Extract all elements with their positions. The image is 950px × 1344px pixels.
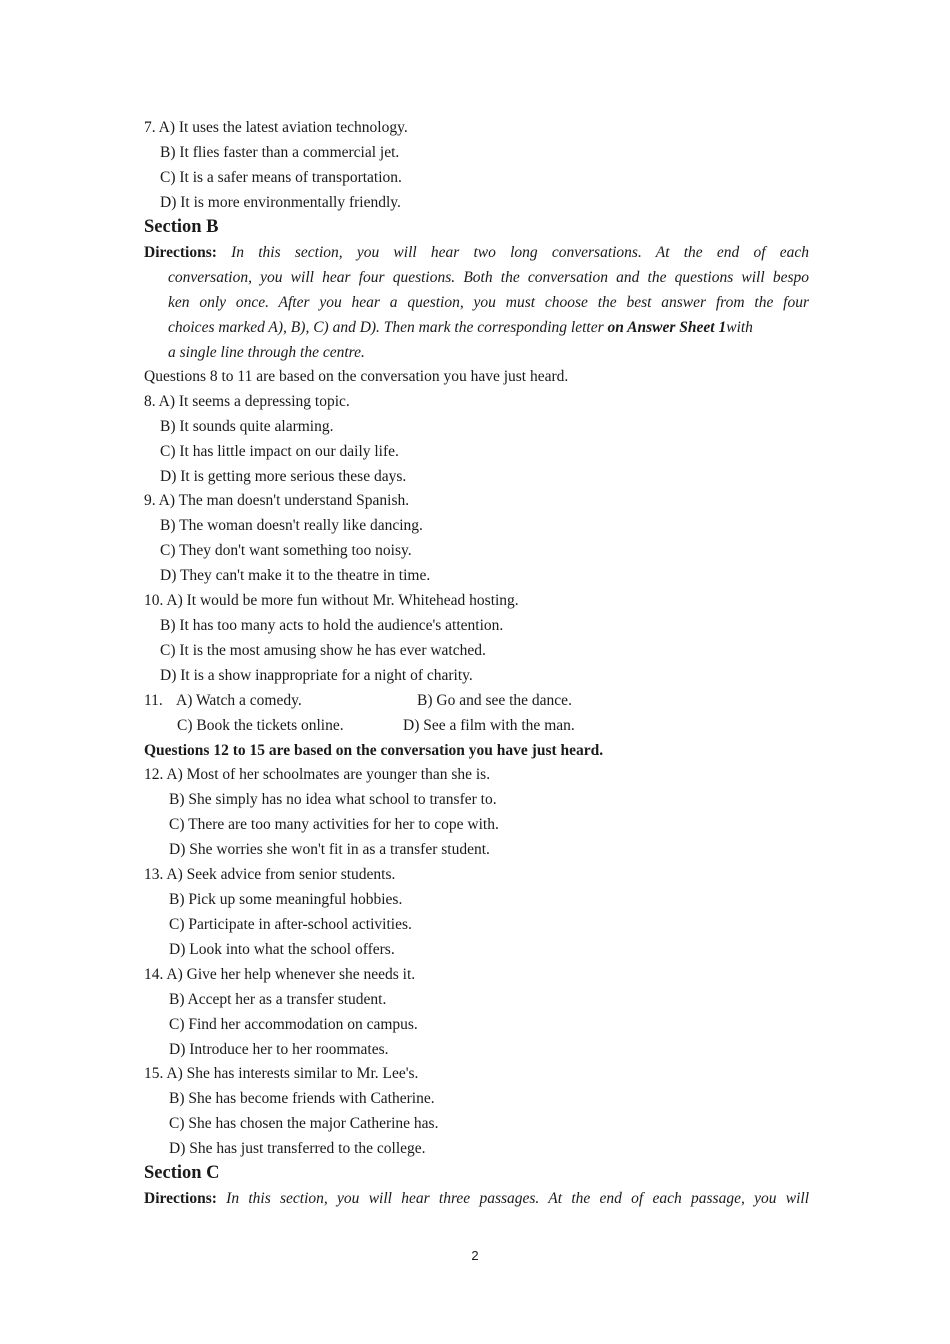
page-number: 2 <box>471 1248 479 1263</box>
q7-option-b: B) It flies faster than a commercial jet. <box>160 144 400 161</box>
q9-option-b: B) The woman doesn't really like dancing. <box>160 517 423 534</box>
q15-option-c: C) She has chosen the major Catherine has. <box>169 1115 439 1132</box>
q12-option-c: C) There are too many activities for her to cope with. <box>169 816 499 833</box>
q11-option-b: B) Go and see the dance. <box>417 692 572 709</box>
q8-option-d: D) It is getting more serious these days. <box>160 468 407 485</box>
group1-intro: Questions 8 to 11 are based on the conversation you have just heard. <box>144 368 569 385</box>
q15-option-d: D) She has just transferred to the college. <box>169 1140 426 1157</box>
q7-option-a: 7. A) It uses the latest aviation technology. <box>144 119 408 136</box>
q9-option-c: C) They don't want something too noisy. <box>160 542 412 559</box>
q13-option-a: 13. A) Seek advice from senior students. <box>144 866 396 883</box>
q13-option-c: C) Participate in after-school activities. <box>169 916 412 933</box>
q13-option-b: B) Pick up some meaningful hobbies. <box>169 891 403 908</box>
q11-option-a: A) Watch a comedy. <box>176 692 302 709</box>
q10-option-c: C) It is the most amusing show he has ever watched. <box>160 642 486 659</box>
directions-label: Directions: <box>144 244 217 261</box>
section-c-title: Section C <box>144 1163 220 1183</box>
answer-sheet-ref: on Answer Sheet 1 <box>607 319 727 336</box>
q10-option-b: B) It has too many acts to hold the audience's attention. <box>160 617 504 634</box>
q11-number: 11. <box>144 692 163 709</box>
q7-option-d: D) It is more environmentally friendly. <box>160 194 401 211</box>
q15-option-b: B) She has become friends with Catherine. <box>169 1090 435 1107</box>
q14-option-d: D) Introduce her to her roommates. <box>169 1041 389 1058</box>
section-b-directions <box>144 240 809 365</box>
q10-option-d: D) It is a show inappropriate for a night of charity. <box>160 667 473 684</box>
q10-option-a: 10. A) It would be more fun without Mr. Whitehead hosting. <box>144 592 519 609</box>
q7-option-c: C) It is a safer means of transportation. <box>160 169 402 186</box>
q15-option-a: 15. A) She has interests similar to Mr. Lee's. <box>144 1065 419 1082</box>
directions-line-5: a single line through the centre. <box>168 344 365 361</box>
q11-option-c: C) Book the tickets online. <box>177 717 344 734</box>
q14-option-b: B) Accept her as a transfer student. <box>169 991 387 1008</box>
directions-line-2: conversation, you will hear four questions. Both the conversation and the questions will bespo <box>168 269 809 286</box>
section-c-directions-label: Directions: <box>144 1190 217 1207</box>
q8-option-b: B) It sounds quite alarming. <box>160 418 334 435</box>
section-c-directions-text: In this section, you will hear three passages. At the end of each passage, you will <box>226 1190 809 1207</box>
q14-option-a: 14. A) Give her help whenever she needs it. <box>144 966 416 983</box>
directions-with: with <box>726 319 753 336</box>
directions-line-1: In this section, you will hear two long conversations. At the end of each <box>231 244 810 261</box>
q13-option-d: D) Look into what the school offers. <box>169 941 395 958</box>
directions-line-3: ken only once. After you hear a question, you must choose the best answer from the four <box>168 294 809 311</box>
q14-option-c: C) Find her accommodation on campus. <box>169 1016 418 1033</box>
q9-option-d: D) They can't make it to the theatre in time. <box>160 567 431 584</box>
q9-option-a: 9. A) The man doesn't understand Spanish. <box>144 492 410 509</box>
group2-intro: Questions 12 to 15 are based on the conversation you have just heard. <box>144 742 604 759</box>
q8-option-c: C) It has little impact on our daily life. <box>160 443 399 460</box>
q12-option-b: B) She simply has no idea what school to transfer to. <box>169 791 497 808</box>
section-c-directions <box>144 1186 809 1211</box>
q8-option-a: 8. A) It seems a depressing topic. <box>144 393 350 410</box>
q11-option-d: D) See a film with the man. <box>403 717 575 734</box>
section-b-title: Section B <box>144 217 219 237</box>
q12-option-a: 12. A) Most of her schoolmates are younger than she is. <box>144 766 491 783</box>
q12-option-d: D) She worries she won't fit in as a transfer student. <box>169 841 490 858</box>
directions-line-4: choices marked A), B), C) and D). Then mark the corresponding letter <box>168 319 608 336</box>
